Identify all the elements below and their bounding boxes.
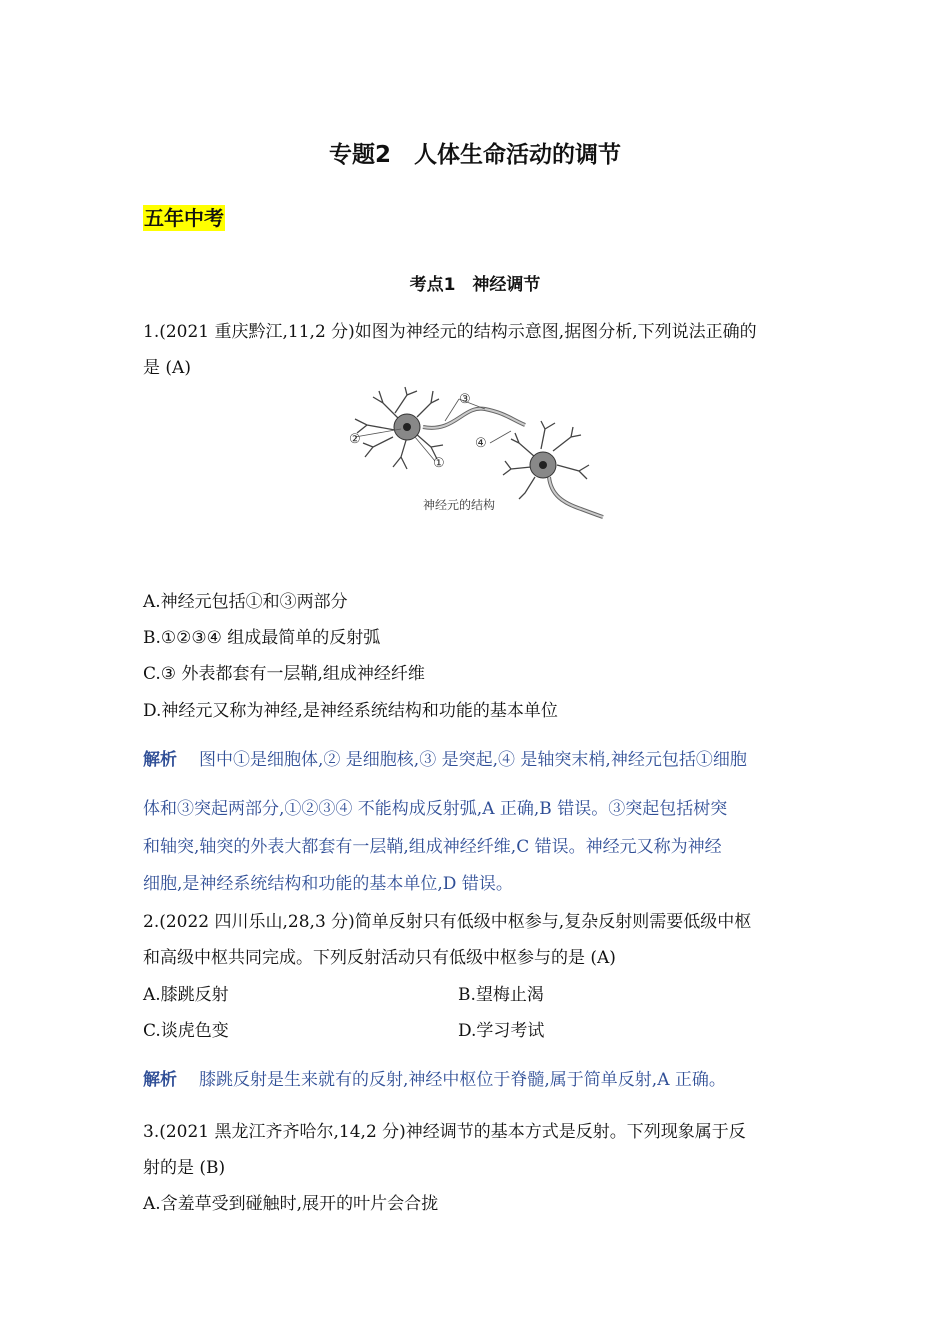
q1-option-b: B.①②③④ 组成最简单的反射弧 [143, 628, 381, 648]
topic-heading: 考点1 神经调节 [409, 275, 541, 295]
q3-stem-line-1: 3.(2021 黑龙江齐齐哈尔,14,2 分)神经调节的基本方式是反射。下列现象属于反 [143, 1122, 746, 1142]
q2-analysis [143, 1068, 726, 1092]
label-3: ③ [459, 392, 471, 407]
analysis-label: 解析 [143, 750, 177, 770]
q3-stem-line-2: 射的是 (B) [143, 1158, 226, 1178]
nucleus-1 [403, 423, 411, 431]
q2-options-row-1 [143, 983, 544, 1007]
q2-option-b: B.望梅止渴 [458, 985, 544, 1005]
q1-analysis-line-2: 体和③突起两部分,①②③④ 不能构成反射弧,A 正确,B 错误。③突起包括树突 [143, 799, 728, 819]
q1-option-a: A.神经元包括①和③两部分 [143, 592, 348, 612]
q2-stem-line-1: 2.(2022 四川乐山,28,3 分)简单反射只有低级中枢参与,复杂反射则需要低级中枢 [143, 912, 752, 932]
q1-option-c: C.③ 外表都套有一层鞘,组成神经纤维 [143, 664, 425, 684]
label-4: ④ [475, 436, 487, 451]
q2-option-a: A.膝跳反射 [143, 985, 229, 1005]
q2-stem-line-2: 和高级中枢共同完成。下列反射活动只有低级中枢参与的是 (A) [143, 948, 616, 968]
page-title: 专题2 人体生命活动的调节 [328, 142, 621, 168]
q1-analysis-line-4: 细胞,是神经系统结构和功能的基本单位,D 错误。 [143, 874, 513, 894]
q1-option-d: D.神经元又称为神经,是神经系统结构和功能的基本单位 [143, 701, 558, 721]
analysis-label: 解析 [143, 1070, 177, 1090]
neuron-figure [335, 385, 610, 530]
q1-analysis-line-3: 和轴突,轴突的外表大都套有一层鞘,组成神经纤维,C 错误。神经元又称为神经 [143, 837, 722, 857]
q1-stem-line-1: 1.(2021 重庆黔江,11,2 分)如图为神经元的结构示意图,据图分析,下列说法正确的 [143, 322, 757, 342]
nucleus-2 [539, 461, 547, 469]
label-2: ② [349, 432, 361, 447]
analysis-text: 图中①是细胞体,② 是细胞核,③ 是突起,④ 是轴突末梢,神经元包括①细胞 [199, 750, 747, 770]
figure-caption: 神经元的结构 [423, 498, 496, 512]
analysis-text: 膝跳反射是生来就有的反射,神经中枢位于脊髓,属于简单反射,A 正确。 [199, 1070, 726, 1090]
q2-options-row-2 [143, 1019, 545, 1043]
q1-analysis-line-1 [143, 748, 747, 772]
q1-stem-line-2: 是 (A) [143, 358, 191, 378]
q2-option-d: D.学习考试 [458, 1021, 545, 1041]
label-1: ① [433, 456, 445, 471]
section-heading: 五年中考 [144, 206, 224, 230]
q3-option-a: A.含羞草受到碰触时,展开的叶片会合拢 [143, 1194, 439, 1214]
q2-option-c: C.谈虎色变 [143, 1021, 229, 1041]
